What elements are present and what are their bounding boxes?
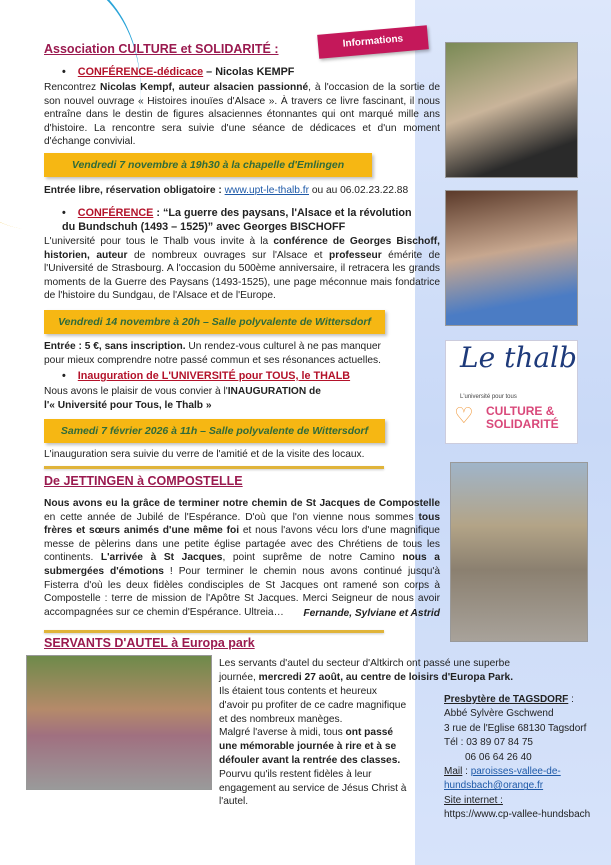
bullet-key: Inauguration de L'UNIVERSITÉ pour TOUS, le THALB <box>77 370 351 382</box>
kempf-paragraph <box>44 81 440 149</box>
mail-label: Mail <box>444 766 463 778</box>
bullet-key: CONFÉRENCE-dédicace <box>77 66 204 78</box>
inauguration-paragraph <box>44 385 404 412</box>
culture-solidarite-logo: CULTURE & SOLIDARITÉ <box>486 404 559 431</box>
date-banner-1: Vendredi 7 novembre à 19h30 à la chapelle d'Emlingen <box>44 153 372 177</box>
contact-name: Abbé Sylvère Gschwend <box>444 708 554 720</box>
t: professeur <box>329 249 382 261</box>
heart-hands-icon: ♡ <box>454 403 474 428</box>
bischoff-paragraph <box>44 235 440 303</box>
t: Un rendez-vous culturel à ne pas manquer pour mieux comprendre notre passé commun et ses résonances actuelles. <box>44 341 381 366</box>
bullet-key: CONFÉRENCE <box>77 207 154 219</box>
t: en cette année de Jubilé de l'Espérance. D'où que l'on vienne nous sommes <box>44 511 419 523</box>
site-url[interactable]: https://www.cp-vallee-hundsbach <box>444 809 591 821</box>
contact-address: 3 rue de l'Eglise 68130 Tagsdorf <box>444 722 587 734</box>
compostelle-paragraph <box>44 497 440 619</box>
entry-line-1 <box>44 184 444 198</box>
photo-europa-park-group <box>26 655 212 790</box>
bullet-inauguration: • Inauguration de L'UNIVERSITÉ pour TOUS, le THALB <box>62 370 351 382</box>
entry-line-2 <box>44 340 394 367</box>
photo-georges-bischoff <box>445 190 578 326</box>
informations-tag: Informations <box>317 25 429 58</box>
t: L'arrivée à St Jacques <box>100 552 223 564</box>
t: ont passé une mémorable journée à rire et à se défouler avant la rentrée des classes. <box>219 727 401 766</box>
inauguration-note: L'inauguration sera suivie du verre de l'amitié et de la visite des locaux. <box>44 449 365 460</box>
t: Ils étaient tous contents et heureux d'avoir pu profiter de ce cadre magnifique et des nombreux manèges. <box>219 686 407 725</box>
mail-link[interactable]: paroisses-vallee-de-hundsbach@orange.fr <box>444 766 561 792</box>
bullet-conference-bischoff: • CONFÉRENCE : “La guerre des paysans, l'Alsace et la révolution du Bundschuh (1493 – 1525)” avec Georges BISCHOFF <box>62 207 412 233</box>
servants-paragraph <box>219 685 409 809</box>
bullet-conference-kempf: • CONFÉRENCE-dédicace – Nicolas KEMPF <box>62 66 295 78</box>
t: ! Pour terminer le chemin nous avons continué jusqu'à Fisterra d'où les deux fidèles condisciples de St Jacques ont ramené son corps à Compostelle : terre de mission de l'Apôtre St Jacques. Merci Seigneur de nous avoir accompagnées sur ce chemin d'Espérance. Ultreia… <box>44 565 441 618</box>
t: Nous avons le plaisir de vous convier à l' <box>44 386 228 397</box>
t: , point suprême de notre Camino <box>222 552 403 564</box>
t: Malgré l'averse à midi, tous <box>219 727 346 739</box>
t: conférence de Georges Bischoff, historien, auteur <box>44 236 440 261</box>
logos-thalb-culture-solidarite <box>445 340 578 444</box>
t: Nicolas Kempf, auteur alsacien passionné <box>100 82 309 93</box>
photo-nicolas-kempf <box>445 42 578 178</box>
t: , à l'occasion de la sortie de son nouvel ouvrage « Histoires inouïes d'Alsace ». À travers ce livre fascinant, il nous entraîne dans le destin de figures alsaciennes étonnantes qui ont marqué mille ans d'histoire. La rencontre sera suivie d'une séance de dédicaces et d'un moment d'échange convivial. <box>44 82 440 148</box>
contact-tel: Tél : 03 89 07 84 75 <box>444 737 533 749</box>
signature: Fernande, Sylviane et Astrid <box>303 608 440 619</box>
t: : <box>568 694 574 705</box>
thalb-link[interactable]: www.upt-le-thalb.fr <box>224 185 309 196</box>
thalb-logo: Le thalb <box>460 341 577 374</box>
t: Pourvu qu'ils restent fidèles à leur engagement au service de Jésus Christ à l'autel. <box>219 768 407 808</box>
date-banner-3: Samedi 7 février 2026 à 11h – Salle polyvalente de Wittersdorf <box>44 419 385 443</box>
t: ou au 06.02.23.22.88 <box>308 185 409 196</box>
section-title-culture: Association CULTURE et SOLIDARITÉ : <box>44 42 279 56</box>
divider <box>44 466 384 469</box>
t: Les servants d'autel du secteur d'Altkirch ont passé une superbe journée, <box>219 658 511 683</box>
divider <box>44 630 384 633</box>
date-banner-2: Vendredi 14 novembre à 20h – Salle polyvalente de Wittersdorf <box>44 310 385 334</box>
t: de nombreux ouvrages sur l'Alsace et <box>127 249 330 261</box>
t: Rencontrez <box>44 82 101 93</box>
t: nous a submergées d'émotions <box>44 552 440 577</box>
contact-title: Presbytère de TAGSDORF <box>444 694 569 705</box>
site-label: Site internet : <box>444 794 503 806</box>
section-title-compostelle: De JETTINGEN à COMPOSTELLE <box>44 474 243 488</box>
t: mercredi 27 août, au centre de loisirs d'Europa Park. <box>258 671 514 683</box>
t: Entrée : 5 €, sans inscription. <box>44 341 186 352</box>
section-title-servants: SERVANTS D'AUTEL à Europa park <box>44 636 255 650</box>
servants-intro <box>219 657 519 684</box>
t: tous frères et sœurs animés d'une même foi <box>44 511 440 537</box>
t: Entrée libre, réservation obligatoire : <box>44 185 222 196</box>
bullet-rest: : “La guerre des paysans, l'Alsace et la révolution du Bundschuh (1493 – 1525)” avec Georges BISCHOFF <box>62 207 412 233</box>
contact-tel-2: 06 06 64 26 40 <box>465 751 532 763</box>
bullet-rest: – Nicolas KEMPF <box>203 66 295 78</box>
t: l'« Université pour Tous, le Thalb » <box>44 399 212 411</box>
t: INAUGURATION de <box>227 386 321 397</box>
t: L'université pour tous le Thalb vous invite à la <box>44 236 274 247</box>
t: émérite de l'Université de Strasbourg. A l'occasion du 500ème anniversaire, il retracera les grands moments de la Guerre des Paysans (1493-1525), une page méconnue mais fondatrice de l'histoire du Sundgau, de l'Alsace et de l'Europe. <box>44 249 440 302</box>
t: Nous avons eu la grâce de terminer notre chemin de St Jacques de Compostelle <box>44 498 440 509</box>
photo-compostelle-pilgrims <box>450 462 588 642</box>
thalb-subtitle: L'université pour tous <box>460 394 517 400</box>
t: et nous l'avons vécu lors d'une magnifique messe de pèlerins dans une petite église partagée avec des Chrétiens de tous les continents. <box>44 525 440 564</box>
contact-block: Presbytère de TAGSDORF : Abbé Sylvère Gschwend 3 rue de l'Eglise 68130 Tagsdorf Tél : 03 89 07 84 75 06 06 64 26 40 Mail : paroisses-vallee-de-hundsbach@orange.fr Site internet : https://www.cp-vallee-hundsbach <box>444 693 609 823</box>
